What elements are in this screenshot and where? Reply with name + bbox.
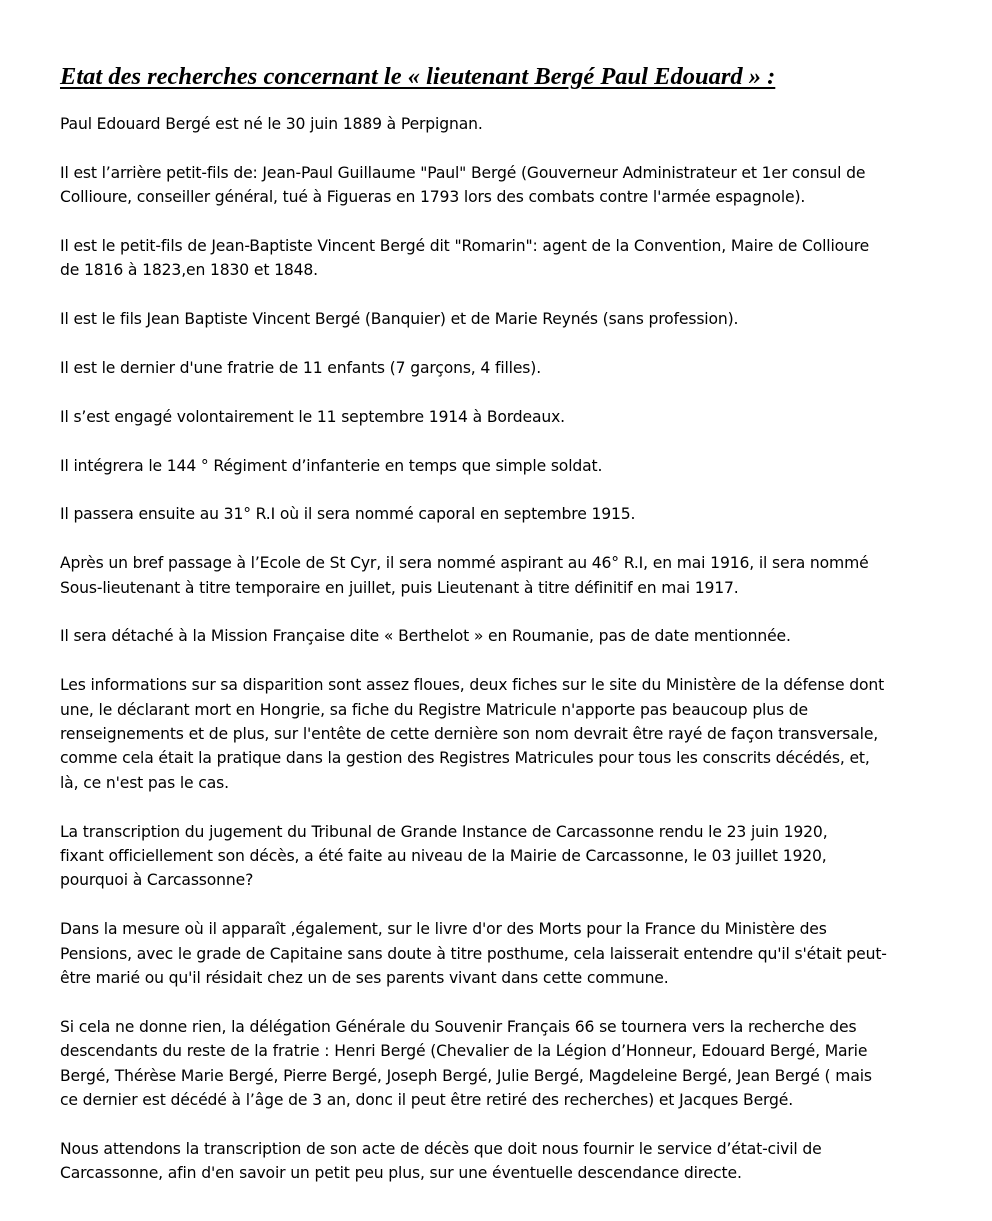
paragraph-line: Après un bref passage à l’Ecole de St Cyr, il sera nommé aspirant au 46° R.I, en mai 1916, il sera nommé — [60, 554, 869, 573]
paragraph-line: pourquoi à Carcassonne? — [60, 871, 254, 890]
document-body — [60, 112, 940, 1186]
paragraph-line: comme cela était la pratique dans la gestion des Registres Matricules pour tous les conscrits décédés, et, — [60, 749, 870, 768]
paragraph — [60, 673, 940, 795]
paragraph-line: Collioure, conseiller général, tué à Figueras en 1793 lors des combats contre l'armée espagnole). — [60, 188, 806, 207]
paragraph — [60, 234, 940, 283]
paragraph-line: Carcassonne, afin d'en savoir un petit peu plus, sur une éventuelle descendance directe. — [60, 1164, 742, 1183]
paragraph — [60, 161, 940, 210]
paragraph-line: Il sera détaché à la Mission Française dite « Berthelot » en Roumanie, pas de date mentionnée. — [60, 627, 791, 646]
paragraph-line: renseignements et de plus, sur l'entête de cette dernière son nom devrait être rayé de façon transversale, — [60, 725, 879, 743]
paragraph-line: Pensions, avec le grade de Capitaine sans doute à titre posthume, cela laisserait entendre qu'il s'était peut- — [60, 944, 887, 963]
paragraph-line: Il est l’arrière petit-fils de: Jean-Paul Guillaume "Paul" Bergé (Gouverneur Administrateur et 1er consul de — [60, 163, 866, 182]
paragraph-line: Il est le fils Jean Baptiste Vincent Bergé (Banquier) et de Marie Reynés (sans profession). — [60, 310, 739, 329]
paragraph-line: Dans la mesure où il apparaît ,également, sur le livre d'or des Morts pour la France du Ministère des — [60, 920, 827, 939]
document-title: Etat des recherches concernant le « lieutenant Bergé Paul Edouard » : — [60, 63, 776, 90]
paragraph-line: être marié ou qu'il résidait chez un de ses parents vivant dans cette commune. — [60, 969, 669, 988]
paragraph-line: de 1816 à 1823,en 1830 et 1848. — [60, 261, 318, 280]
paragraph — [60, 624, 940, 648]
paragraph-line: Bergé, Thérèse Marie Bergé, Pierre Bergé, Joseph Bergé, Julie Bergé, Magdeleine Bergé, Jean Bergé ( mais — [60, 1066, 872, 1085]
paragraph — [60, 307, 940, 331]
paragraph — [60, 356, 940, 380]
paragraph-line: Il passera ensuite au 31° R.I où il sera nommé caporal en septembre 1915. — [60, 505, 636, 524]
paragraph — [60, 502, 940, 526]
paragraph — [60, 820, 940, 893]
paragraph — [60, 454, 940, 478]
paragraph-line: descendants du reste de la fratrie : Henri Bergé (Chevalier de la Légion d’Honneur, Edouard Bergé, Marie — [60, 1042, 868, 1061]
paragraph — [60, 1015, 940, 1113]
paragraph — [60, 112, 940, 136]
paragraph — [60, 1137, 940, 1186]
paragraph — [60, 917, 940, 990]
paragraph-line: Sous-lieutenant à titre temporaire en juillet, puis Lieutenant à titre définitif en mai 1917. — [60, 578, 739, 597]
paragraph-line: Il s’est engagé volontairement le 11 septembre 1914 à Bordeaux. — [60, 407, 565, 426]
paragraph-line: Il est le petit-fils de Jean-Baptiste Vincent Bergé dit "Romarin": agent de la Convention, Maire de Collioure — [60, 237, 870, 255]
paragraph — [60, 405, 940, 429]
paragraph-line: Les informations sur sa disparition sont assez floues, deux fiches sur le site du Ministère de la défense dont — [60, 676, 885, 695]
paragraph-line: Il est le dernier d'une fratrie de 11 enfants (7 garçons, 4 filles). — [60, 359, 542, 377]
document-page — [60, 58, 940, 1210]
paragraph-line: Il intégrera le 144 ° Régiment d’infanterie en temps que simple soldat. — [60, 456, 603, 475]
paragraph-line: là, ce n'est pas le cas. — [60, 773, 229, 792]
paragraph-line: ce dernier est décédé à l’âge de 3 an, donc il peut être retiré des recherches) et Jacques Bergé. — [60, 1091, 794, 1110]
paragraph-line: Paul Edouard Bergé est né le 30 juin 1889 à Perpignan. — [60, 115, 483, 133]
paragraph-line: Nous attendons la transcription de son acte de décès que doit nous fournir le service d’état-civil de — [60, 1139, 822, 1158]
paragraph-line: Si cela ne donne rien, la délégation Générale du Souvenir Français 66 se tournera vers la recherche des — [60, 1017, 857, 1036]
paragraph-line: une, le déclarant mort en Hongrie, sa fiche du Registre Matricule n'apporte pas beaucoup plus de — [60, 700, 808, 719]
paragraph-line: fixant officiellement son décès, a été faite au niveau de la Mairie de Carcassonne, le 03 juillet 1920, — [60, 847, 827, 866]
paragraph-line: La transcription du jugement du Tribunal de Grande Instance de Carcassonne rendu le 23 juin 1920, — [60, 822, 828, 841]
paragraph — [60, 551, 940, 600]
